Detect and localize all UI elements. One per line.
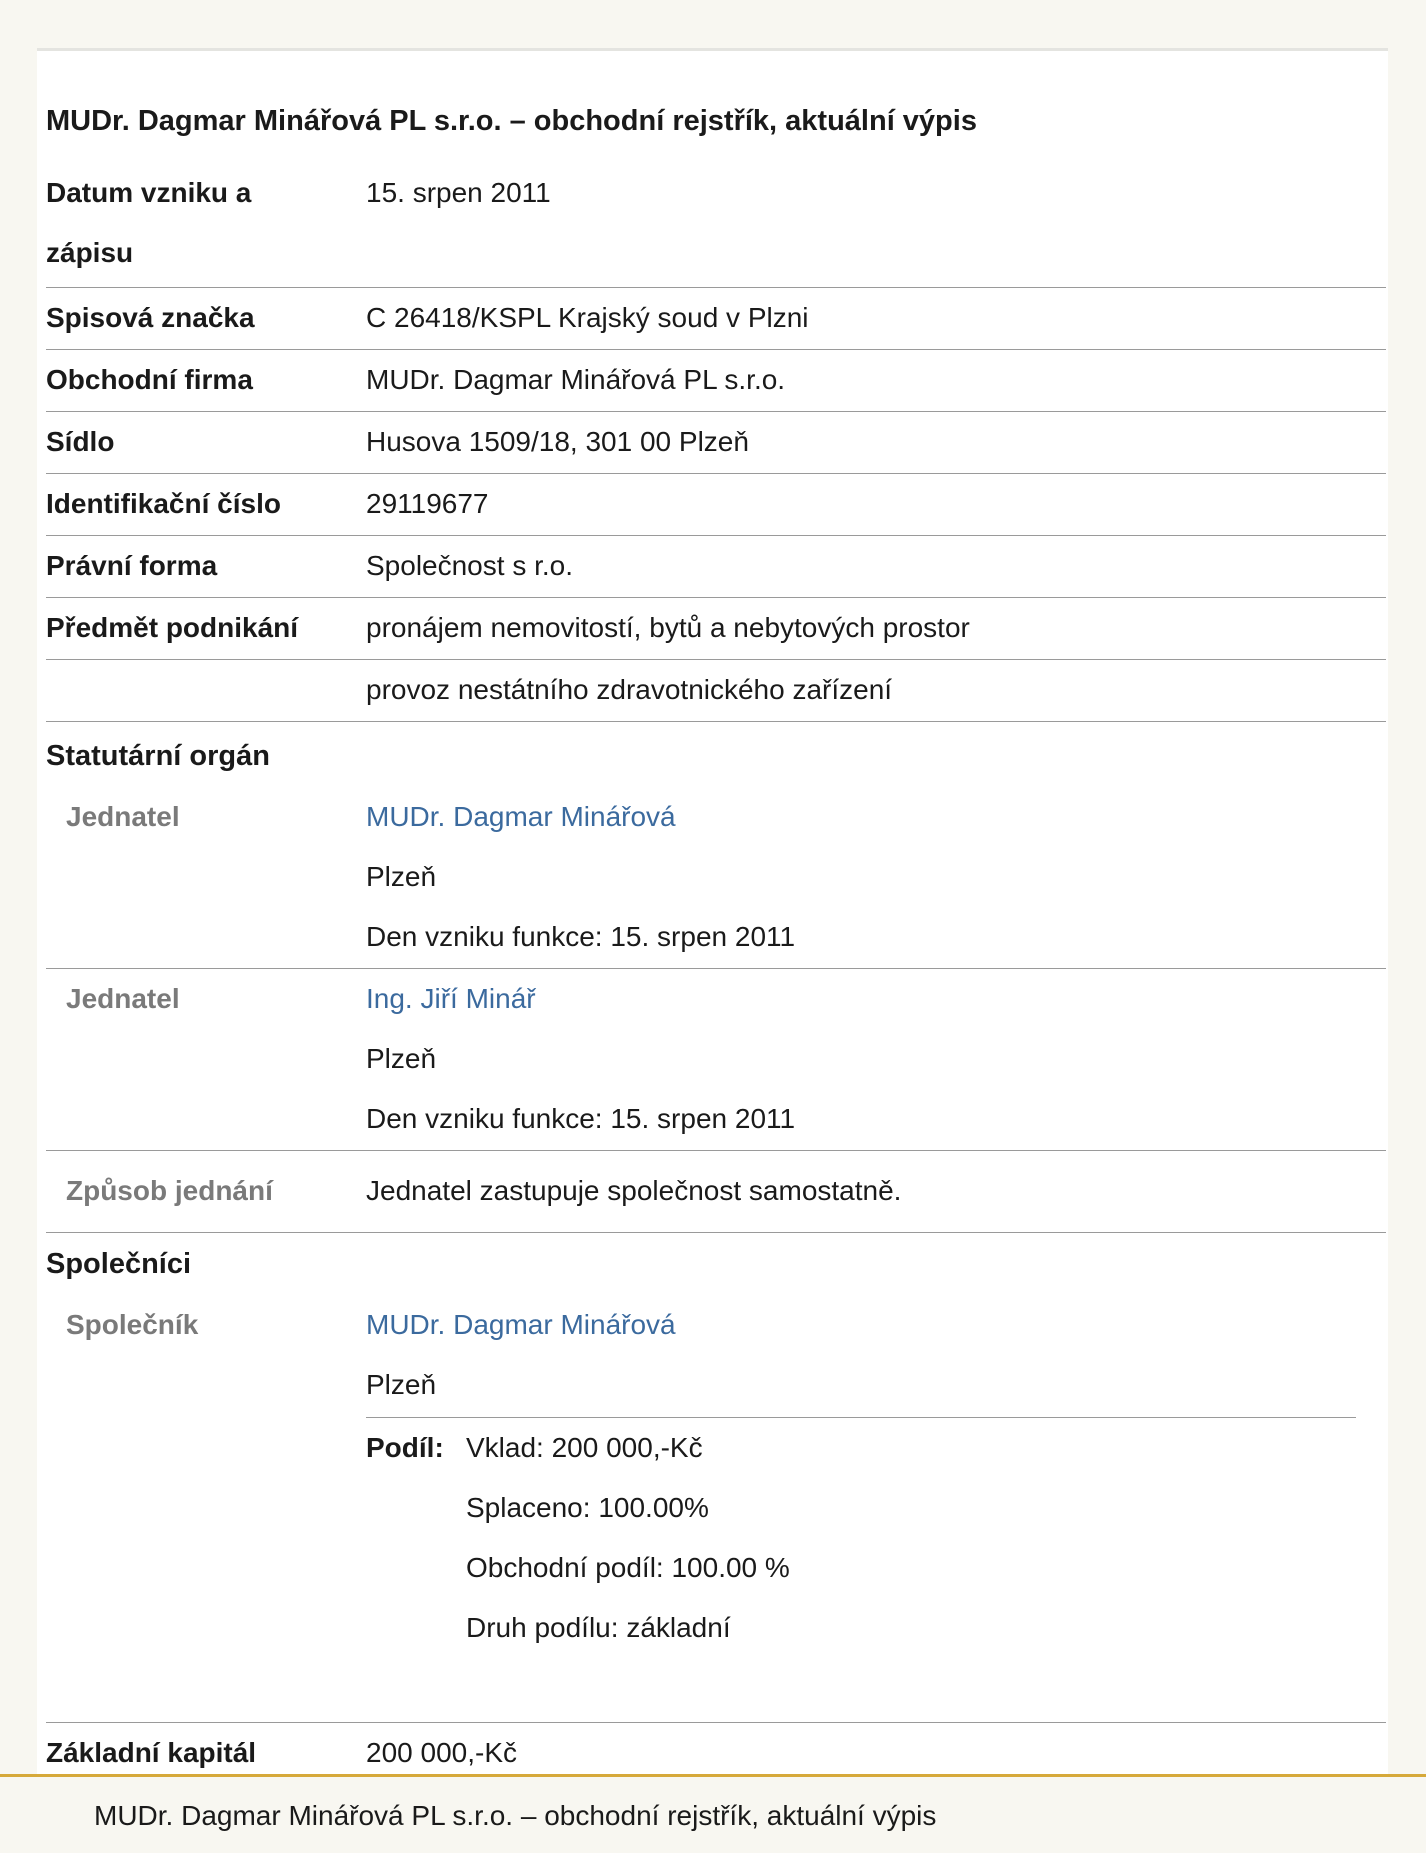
row-label: Předmět podnikání [46, 612, 299, 643]
row-label: Datum vzniku a zápisu [46, 177, 252, 268]
row-value: MUDr. Dagmar Minářová PL s.r.o. [366, 364, 786, 395]
row-value: Společnost s r.o. [366, 550, 574, 581]
row-value: 29119677 [366, 488, 489, 519]
row-value: Husova 1509/18, 301 00 Plzeň [366, 426, 749, 457]
section-heading-statutarni: Statutární orgán [46, 740, 270, 772]
row-label: Způsob jednání [66, 1175, 273, 1206]
row-label: Právní forma [46, 550, 218, 581]
footer [0, 1774, 1426, 1853]
druh-podilu: Druh podílu: základní [466, 1612, 731, 1643]
row-label: Identifikační číslo [46, 488, 281, 519]
row-predmet-2 [46, 660, 1386, 722]
person-city: Plzeň [366, 861, 437, 892]
jednatel-entry-2 [46, 969, 1386, 1151]
row-label: Obchodní firma [46, 364, 253, 395]
row-value: 15. srpen 2011 [366, 177, 551, 208]
person-link[interactable]: MUDr. Dagmar Minářová [366, 801, 676, 832]
row-label: Sídlo [46, 426, 115, 457]
row-forma [46, 536, 1386, 598]
row-predmet-1 [46, 598, 1386, 660]
row-spisova [46, 288, 1386, 350]
obchodni-podil: Obchodní podíl: 100.00 % [466, 1552, 790, 1583]
person-link[interactable]: Ing. Jiří Minář [366, 983, 536, 1014]
vklad: Vklad: 200 000,-Kč [466, 1432, 703, 1463]
splaceno: Splaceno: 100.00% [466, 1492, 709, 1523]
footer-title: MUDr. Dagmar Minářová PL s.r.o. – obchodní rejstřík, aktuální výpis [94, 1800, 937, 1831]
spolecnik-entry [46, 1295, 1386, 1723]
podil-details [466, 1418, 790, 1658]
register-card [37, 48, 1388, 1777]
section-heading-spolecnici: Společníci [46, 1248, 192, 1280]
row-datum [46, 163, 1386, 288]
row-zpusob-jednani [46, 1151, 1386, 1233]
role-label: Společník [66, 1309, 199, 1340]
person-since: Den vzniku funkce: 15. srpen 2011 [366, 1103, 796, 1134]
row-value: provoz nestátního zdravotnického zařízení [366, 674, 893, 705]
row-sidlo [46, 412, 1386, 474]
page-title: MUDr. Dagmar Minářová PL s.r.o. – obchodní rejstřík, aktuální výpis [46, 105, 977, 137]
person-city: Plzeň [366, 1369, 437, 1400]
person-link[interactable]: MUDr. Dagmar Minářová [366, 1309, 676, 1340]
row-value: C 26418/KSPL Krajský soud v Plzni [366, 302, 809, 333]
row-ico [46, 474, 1386, 536]
jednatel-entry-1 [46, 787, 1386, 969]
role-label: Jednatel [66, 983, 180, 1014]
row-value: 200 000,-Kč [366, 1737, 517, 1768]
podil-label: Podíl: [366, 1432, 444, 1463]
row-value: pronájem nemovitostí, bytů a nebytových prostor [366, 612, 970, 643]
row-label: Základní kapitál [46, 1737, 257, 1768]
row-firma [46, 350, 1386, 412]
row-value: Jednatel zastupuje společnost samostatně. [366, 1175, 902, 1206]
role-label: Jednatel [66, 801, 180, 832]
row-label: Spisová značka [46, 302, 255, 333]
person-city: Plzeň [366, 1043, 437, 1074]
person-since: Den vzniku funkce: 15. srpen 2011 [366, 921, 796, 952]
